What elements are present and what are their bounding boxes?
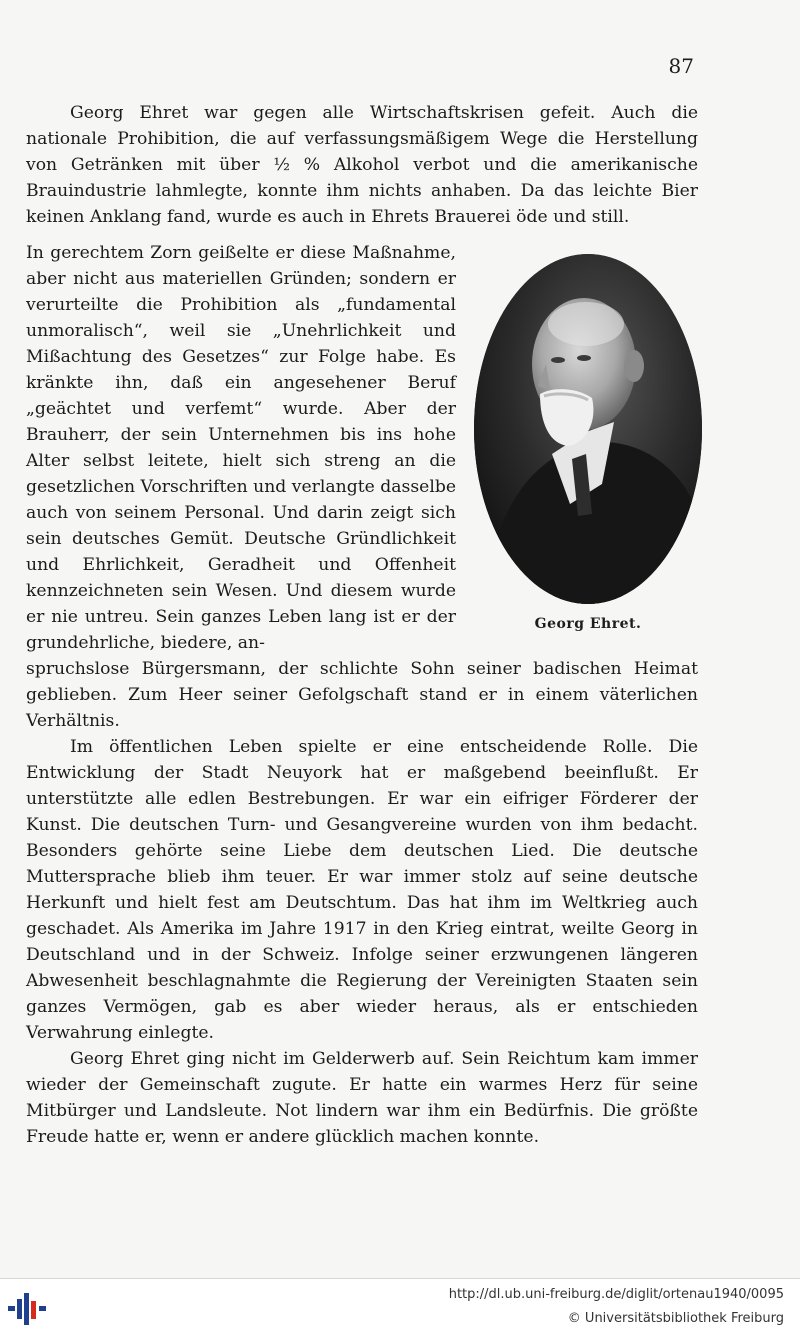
portrait-oval — [474, 254, 702, 604]
paragraph-3-text: Im öffentlichen Leben spielte er eine entscheidende Rolle. Die Entwicklung der Stadt Neuyork hat er maßgebend beeinflußt. Er unterstützte alle edlen Bestrebungen. Er war ein eifriger Förderer der Kunst. Die deutschen Turn- und Gesangvereine wurden von ihm bedacht. Besonders gehörte seine Liebe dem deutschen Lied. Die deutsche Muttersprache blieb ihm teuer. Er war immer stolz auf seine deutsche Herkunft und hielt fest am Deutschtum. Das hat ihm im Weltkrieg auch geschadet. Als Amerika im Jahre 1917 in den Krieg eintrat, weilte Georg in Deutschland und in der Schweiz. Infolge seiner erzwungenen längeren Abwesenheit beschlagnahmte die Regierung der Vereinigten Staaten sein ganzes Vermögen, gab es aber wieder heraus, als er entschieden Verwahrung einlegte. — [26, 737, 698, 1043]
paragraph-2-tail-text: spruchslose Bürgersmann, der schlichte Sohn seiner badischen Heimat geblieben. Zum Heer seiner Gefolgschaft stand er in einem väterlichen Verhältnis. — [26, 659, 698, 731]
portrait-caption: Georg Ehret. — [534, 616, 642, 632]
portrait-illustration — [474, 254, 702, 604]
logo-graphic — [8, 1291, 48, 1327]
paragraph-2-text: In gerechtem Zorn geißelte er diese Maßnahme, aber nicht aus materiellen Gründen; sondern er verurteilte die Prohibition als „fundamental unmoralisch“, weil sie „Unehrlichkeit und Mißachtung des Gesetzes“ zur Folge habe. Es kränkte ihn, daß ein angesehener Beruf „geächtet und verfemt“ wurde. Aber der Brauherr, der sein Unternehmen bis ins hohe Alter selbst leitete, hielt sich streng an die gesetzlichen Vorschriften und verlangte dasselbe auch von seinem Personal. Und darin zeigt sich sein deutsches Gemüt. Deutsche Gründlichkeit und Ehrlichkeit, Geradheit und Offenheit kennzeichneten sein Wesen. Und diesem wurde er nie untreu. Sein ganzes Leben lang ist er der grundehrliche, biedere, an- — [26, 243, 456, 653]
permalink-url[interactable]: http://dl.ub.uni-freiburg.de/diglit/ortenau1940/0095 — [448, 1287, 784, 1302]
paragraph-1 — [26, 100, 698, 230]
ub-freiburg-logo-icon[interactable] — [8, 1291, 48, 1327]
page-number: 87 — [668, 54, 694, 78]
paragraph-4-text: Georg Ehret ging nicht im Gelderwerb auf. Sein Reichtum kam immer wieder der Gemeinschaft zugute. Er hatte ein warmes Herz für seine Mitbürger und Landsleute. Not lindern war ihm ein Bedürfnis. Die größte Freude hatte er, wenn er andere glücklich machen konnte. — [26, 1049, 698, 1147]
viewer-footer — [0, 1278, 800, 1337]
paragraph-4 — [26, 1046, 698, 1150]
paragraph-2-wrapped — [26, 240, 456, 656]
paragraph-2-continuation — [26, 656, 698, 734]
copyright-notice: © Universitätsbibliothek Freiburg — [567, 1311, 784, 1326]
paragraph-1-text: Georg Ehret war gegen alle Wirtschaftskrisen gefeit. Auch die nationale Prohibition, die auf verfassungsmäßigem Wege die Herstellung von Getränken mit über ½ % Alkohol verbot und die amerikanische Brauindustrie lahmlegte, konnte ihm nichts anhaben. Da das leichte Bier keinen Anklang fand, wurde es auch in Ehrets Brauerei öde und still. — [26, 103, 698, 227]
paragraph-3 — [26, 734, 698, 1046]
portrait-photo — [474, 254, 702, 604]
